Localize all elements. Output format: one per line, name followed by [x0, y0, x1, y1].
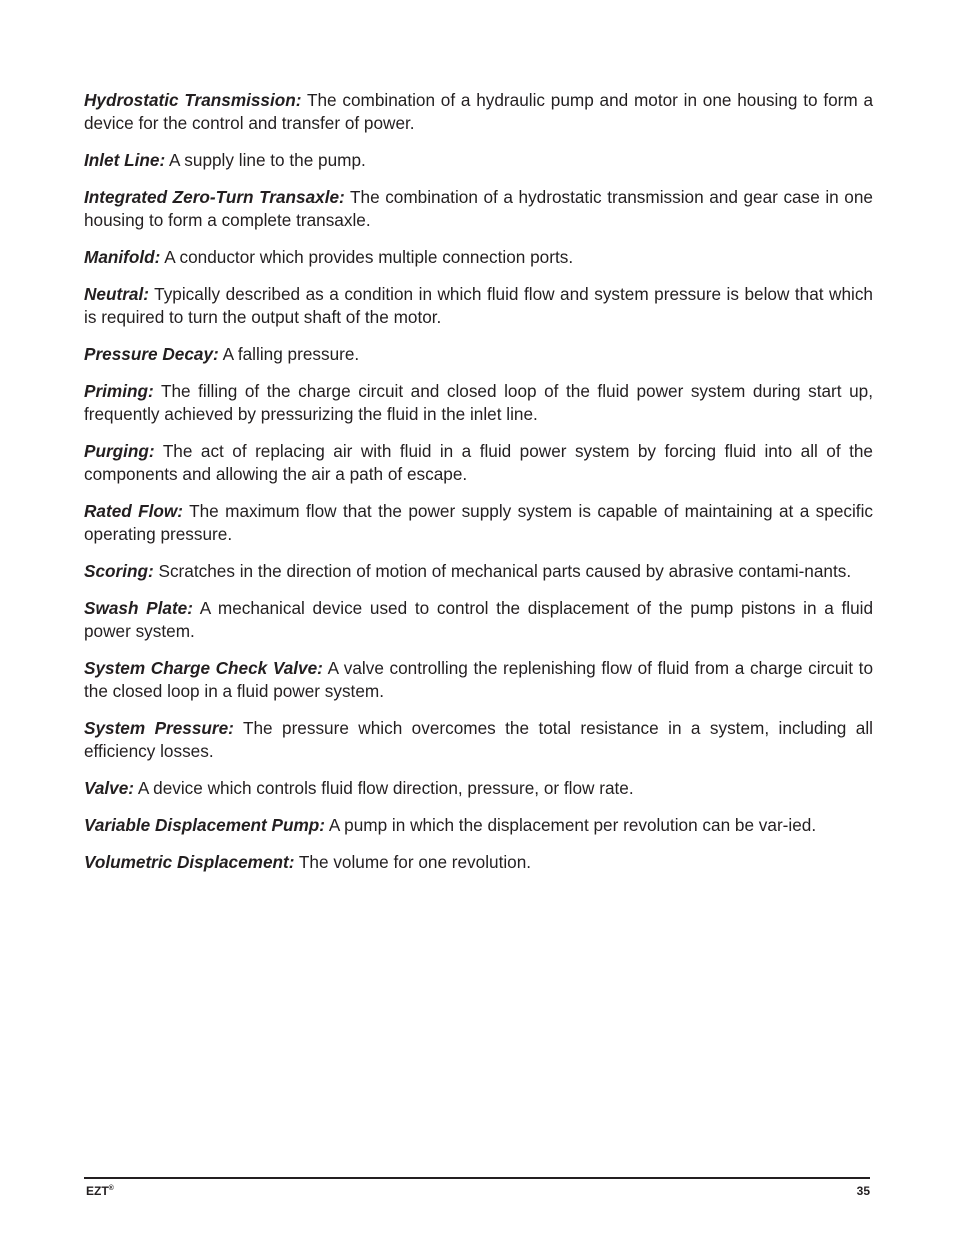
footer-brand — [86, 1184, 114, 1198]
glossary-entry — [84, 814, 873, 837]
glossary-entry — [84, 89, 873, 135]
glossary-entry — [84, 597, 873, 643]
glossary-term: Purging: — [84, 441, 155, 461]
page-number: 35 — [856, 1184, 870, 1198]
glossary-term: Neutral: — [84, 284, 149, 304]
glossary-definition: The maximum flow that the power supply system is capable of maintaining at a specific operating pressure. — [84, 501, 873, 544]
glossary-entry — [84, 851, 873, 874]
glossary-definition: A pump in which the displacement per revolution can be var-ied. — [328, 815, 817, 835]
glossary-definition: Scratches in the direction of motion of mechanical parts caused by abrasive contami-nants. — [158, 561, 852, 581]
glossary-entry — [84, 149, 873, 172]
glossary-entry — [84, 246, 873, 269]
glossary-term: Pressure Decay: — [84, 344, 219, 364]
registered-mark: ® — [108, 1185, 114, 1192]
glossary-definition: The pressure which overcomes the total resistance in a system, including all efficiency losses. — [84, 718, 873, 761]
glossary-definition: A valve controlling the replenishing flow of fluid from a charge circuit to the closed loop in a fluid power system. — [84, 658, 874, 701]
glossary-term: Manifold: — [84, 247, 161, 267]
glossary-entry — [84, 343, 873, 366]
glossary-term: Integrated Zero-Turn Transaxle: — [84, 187, 345, 207]
glossary-term: System Pressure: — [84, 718, 234, 738]
glossary-definition: The volume for one revolution. — [298, 852, 532, 872]
glossary-definition: A device which controls fluid flow direction, pressure, or flow rate. — [137, 778, 634, 798]
glossary-definition: The combination of a hydraulic pump and motor in one housing to form a device for the control and transfer of power. — [84, 90, 874, 133]
glossary-definition: A falling pressure. — [222, 344, 360, 364]
glossary-entry — [84, 500, 873, 546]
footer-divider — [84, 1177, 870, 1179]
glossary-term: Swash Plate: — [84, 598, 193, 618]
glossary-definition: Typically described as a condition in which fluid flow and system pressure is below that which is required to turn the output shaft of the motor. — [84, 284, 873, 327]
glossary-term: Rated Flow: — [84, 501, 184, 521]
glossary-entry — [84, 560, 873, 583]
glossary-entry — [84, 186, 873, 232]
glossary-term: Valve: — [84, 778, 135, 798]
glossary-term: Volumetric Displacement: — [84, 852, 295, 872]
glossary-entry — [84, 283, 873, 329]
glossary-definition: The combination of a hydrostatic transmission and gear case in one housing to form a complete transaxle. — [84, 187, 873, 230]
glossary-list — [84, 89, 873, 888]
glossary-term: Variable Displacement Pump: — [84, 815, 326, 835]
footer-brand-name: EZT — [86, 1184, 109, 1198]
glossary-entry — [84, 777, 873, 800]
glossary-term: Priming: — [84, 381, 154, 401]
glossary-definition: The filling of the charge circuit and closed loop of the fluid power system during start up, frequently achieved by pressurizing the fluid in the inlet line. — [84, 381, 873, 424]
glossary-definition: A mechanical device used to control the displacement of the pump pistons in a fluid power system. — [84, 598, 874, 641]
glossary-term: Hydrostatic Transmission: — [84, 90, 302, 110]
glossary-entry — [84, 380, 873, 426]
glossary-entry — [84, 717, 873, 763]
glossary-term: System Charge Check Valve: — [84, 658, 323, 678]
glossary-term: Scoring: — [84, 561, 154, 581]
glossary-entry — [84, 657, 873, 703]
glossary-definition: The act of replacing air with fluid in a fluid power system by forcing fluid into all of the components and allowing the air a path of escape. — [84, 441, 873, 484]
glossary-definition: A supply line to the pump. — [169, 150, 366, 170]
glossary-term: Inlet Line: — [84, 150, 166, 170]
glossary-definition: A conductor which provides multiple connection ports. — [164, 247, 574, 267]
glossary-entry — [84, 440, 873, 486]
